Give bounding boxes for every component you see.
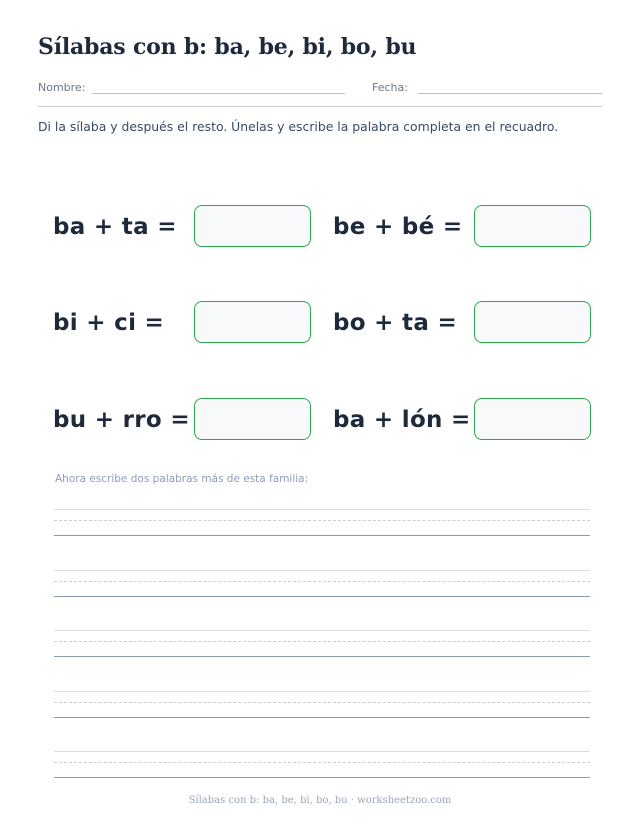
writing-top-line	[54, 691, 590, 692]
handwriting-line[interactable]	[54, 751, 590, 781]
problem-expression: bu + rro =	[53, 407, 190, 433]
writing-mid-line	[54, 581, 590, 582]
name-line[interactable]	[92, 93, 345, 94]
writing-top-line	[54, 751, 590, 752]
problem-expression: ba + lón =	[333, 407, 471, 433]
writing-base-line	[54, 656, 590, 657]
writing-base-line	[54, 596, 590, 597]
worksheet-title: Sílabas con b: ba, be, bi, bo, bu	[38, 34, 417, 60]
extra-words-prompt: Ahora escribe dos palabras más de esta familia:	[55, 473, 309, 485]
handwriting-line[interactable]	[54, 691, 590, 721]
footer-credit: Sílabas con b: ba, be, bi, bo, bu · worksheetzoo.com	[188, 795, 452, 806]
answer-box[interactable]	[474, 205, 591, 247]
writing-top-line	[54, 509, 590, 510]
handwriting-line[interactable]	[54, 630, 590, 660]
header-divider	[38, 106, 602, 107]
writing-top-line	[54, 630, 590, 631]
answer-box[interactable]	[194, 301, 311, 343]
writing-mid-line	[54, 702, 590, 703]
writing-mid-line	[54, 641, 590, 642]
answer-box[interactable]	[474, 398, 591, 440]
answer-box[interactable]	[194, 398, 311, 440]
date-label: Fecha:	[372, 81, 408, 94]
writing-base-line	[54, 717, 590, 718]
name-label: Nombre:	[38, 81, 86, 94]
answer-box[interactable]	[194, 205, 311, 247]
handwriting-line[interactable]	[54, 570, 590, 600]
writing-top-line	[54, 570, 590, 571]
handwriting-line[interactable]	[54, 509, 590, 539]
writing-mid-line	[54, 520, 590, 521]
writing-base-line	[54, 535, 590, 536]
writing-base-line	[54, 777, 590, 778]
date-line[interactable]	[418, 93, 602, 94]
problem-expression: bo + ta =	[333, 310, 458, 336]
answer-box[interactable]	[474, 301, 591, 343]
problem-expression: be + bé =	[333, 214, 463, 240]
problem-expression: ba + ta =	[53, 214, 177, 240]
instructions: Di la sílaba y después el resto. Únelas y escribe la palabra completa en el recuadro.	[38, 119, 559, 134]
writing-mid-line	[54, 762, 590, 763]
problem-expression: bi + ci =	[53, 310, 165, 336]
